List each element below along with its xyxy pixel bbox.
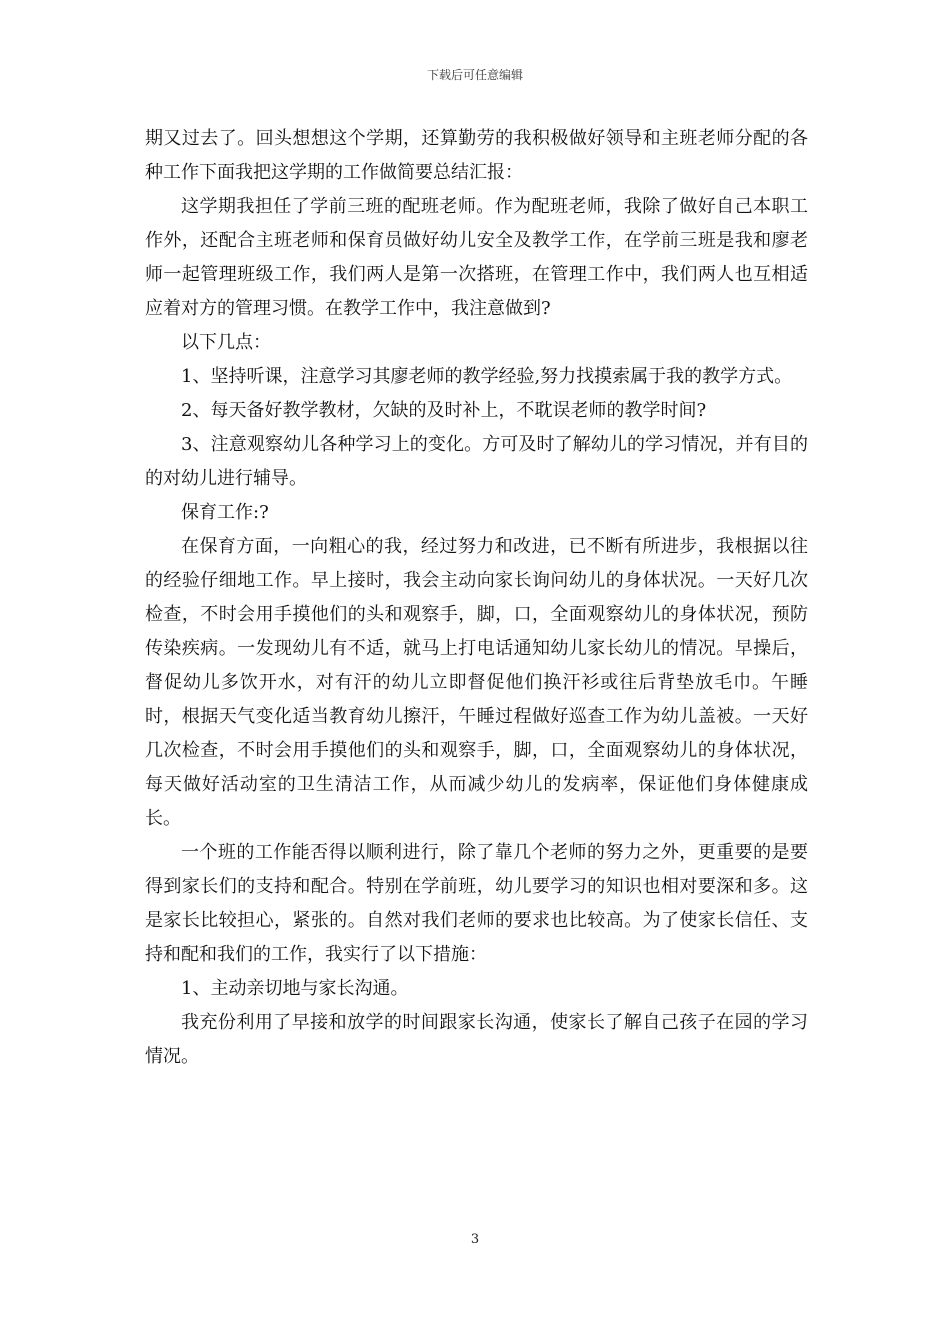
paragraph: 以下几点： bbox=[181, 332, 271, 353]
list-item: 1、主动亲切地与家长沟通。 bbox=[181, 978, 409, 999]
paragraph: 这学期我担任了学前三班的配班老师。作为配班老师，我除了做好自己本职工作外，还配合主班老师和保育员做好幼儿安全及教学工作，在学前三班是我和廖老师一起管理班级工作，我们两人是第一次搭班，在管理工作中，我们两人也互相适应着对方的管理习惯。在教学工作中，我注意做到? bbox=[145, 196, 808, 319]
paragraph: 我充份利用了早接和放学的时间跟家长沟通，使家长了解自己孩子在园的学习情况。 bbox=[145, 1012, 808, 1067]
paragraph: 期又过去了。回头想想这个学期，还算勤劳的我积极做好领导和主班老师分配的各种工作下面我把这学期的工作做简要总结汇报： bbox=[145, 128, 808, 183]
list-item: 3、注意观察幼儿各种学习上的变化。方可及时了解幼儿的学习情况，并有目的的对幼儿进行辅导。 bbox=[145, 434, 808, 489]
document-body bbox=[145, 122, 808, 1074]
list-item: 2、每天备好教学教材，欠缺的及时补上，不耽误老师的教学时间? bbox=[181, 400, 707, 421]
paragraph: 一个班的工作能否得以顺利进行，除了靠几个老师的努力之外，更重要的是要得到家长们的支持和配合。特别在学前班，幼儿要学习的知识也相对要深和多。这是家长比较担心，紧张的。自然对我们老师的要求也比较高。为了使家长信任、支持和配和我们的工作，我实行了以下措施： bbox=[145, 842, 808, 965]
list-item: 1、坚持听课，注意学习其廖老师的教学经验,努力找摸索属于我的教学方式。 bbox=[181, 366, 793, 387]
page-header: 下载后可任意编辑 bbox=[426, 68, 523, 82]
page-number: 3 bbox=[470, 1232, 480, 1247]
section-heading: 保育工作:? bbox=[181, 502, 269, 523]
paragraph: 在保育方面，一向粗心的我，经过努力和改进，已不断有所进步，我根据以往的经验仔细地工作。早上接时，我会主动向家长询问幼儿的身体状况。一天好几次检查，不时会用手摸他们的头和观察手，脚，口，全面观察幼儿的身体状况，预防传染疾病。一发现幼儿有不适，就马上打电话通知幼儿家长幼儿的情况。早操后，督促幼儿多饮开水，对有汗的幼儿立即督促他们换汗衫或往后背垫放毛巾。午睡时，根据天气变化适当教育幼儿擦汗，午睡过程做好巡查工作为幼儿盖被。一天好几次检查，不时会用手摸他们的头和观察手，脚，口，全面观察幼儿的身体状况，每天做好活动室的卫生清洁工作，从而减少幼儿的发病率，保证他们身体健康成长。 bbox=[145, 536, 808, 829]
